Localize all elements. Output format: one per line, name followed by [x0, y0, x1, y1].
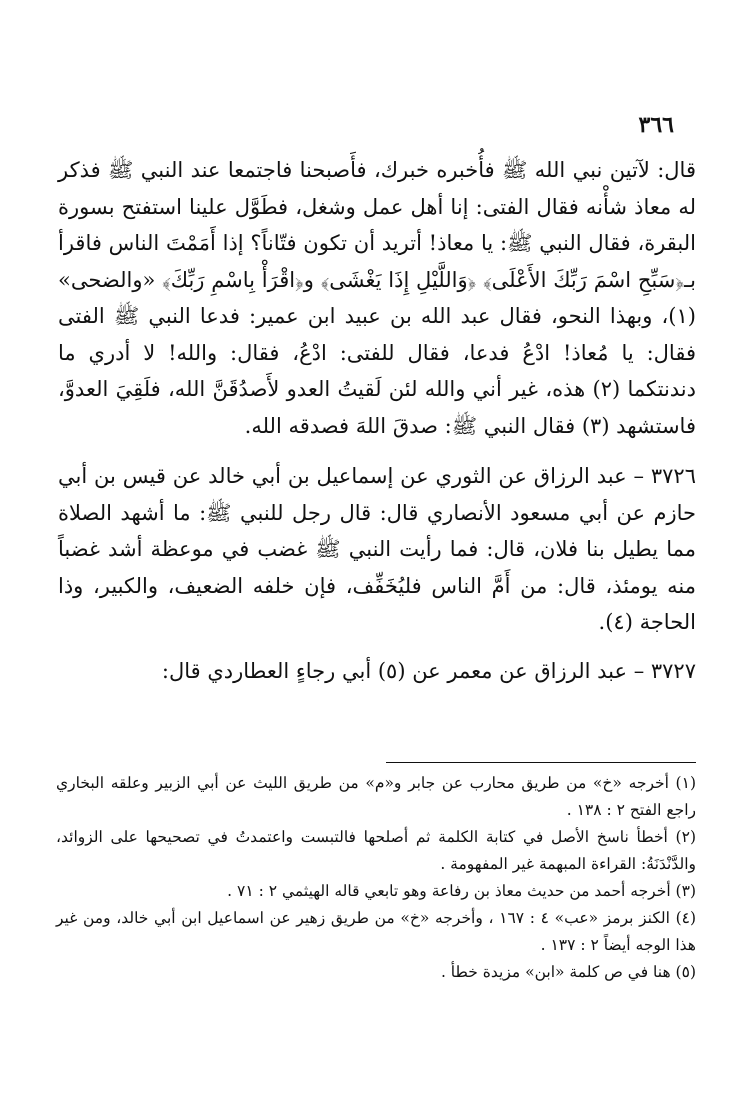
footnote-5: (٥) هنا في ص كلمة «ابن» مزيدة خطأ .	[440, 963, 696, 981]
hadith-continuation: قال: لآتين نبي الله ﷺ فأُخبره خبرك، فأَصبحنا فاجتمعا عند النبي ﷺ فذكر له معاذ شأْنه فقال الفتى: إنا أهل عمل وشغل، فطَوَّل علينا استفتح بسورة البقرة، فقال النبي ﷺ: يا معاذ! أتريد أن تكون فتّاناً؟ إذا أَمَمْتَ الناس فاقرأ بـ﴿سَبِّحِ اسْمَ رَبِّكَ الأَعْلَى﴾ ﴿وَاللَّيْلِ إِذَا يَغْشَى﴾ و﴿اقْرَأْ بِاسْمِ رَبِّكَ﴾ «والضحى» (١)، وبهذا النحو، فقال عبد الله بن عبيد ابن عمير: فدعا النبي ﷺ الفتى فقال: يا مُعاذ! ادْعُ فدعا، فقال للفتى: ادْعُ، فقال: والله! لا أدري ما دندنتكما (٢) هذه، غير أني والله لئن لَقيتُ العدو لأَصدُقَنَّ الله، فلَقِيَ العدوَّ، فاستشهد (٣) فقال النبي ﷺ: صدقَ اللهَ فصدقه الله.	[58, 158, 697, 438]
footnote-3: (٣) أخرجه أحمد من حديث معاذ بن رفاعة وهو تابعي قاله الهيثمي ٢ : ٧١ .	[227, 882, 696, 900]
footnote-4: (٤) الكنز برمز «عب» ٤ : ١٦٧ ، وأخرجه «خ» من طريق زهير عن اسماعيل ابن أبي خالد، ومن غير هذا الوجه أيضاً ٢ : ١٣٧ .	[56, 909, 697, 954]
footnote-1: (١) أخرجه «خ» من طريق محارب عن جابر و«م» من طريق الليث عن أبي الزبير وعلقه البخاري راجع الفتح ٢ : ١٣٨ .	[56, 774, 696, 819]
page-number: ٣٦٦	[638, 112, 674, 138]
hadith-3726: ٣٧٢٦ – عبد الرزاق عن الثوري عن إسماعيل بن أبي خالد عن قيس بن أبي حازم عن أبي مسعود الأنصاري قال: قال رجل للنبي ﷺ: ما أشهد الصلاة مما يطيل بنا فلان، قال: فما رأيت النبي ﷺ غضب في موعظة أشد غضباً منه يومئذ، قال: من أَمَّ الناس فليُخَفِّف، فإن خلفه الضعيف، والكبير، وذا الحاجة (٤).	[58, 464, 696, 634]
footnotes	[56, 770, 696, 986]
footnote-separator	[386, 762, 696, 763]
main-text	[58, 152, 696, 689]
footnote-2: (٢) أخطأ ناسخ الأصل في كتابة الكلمة ثم أصلحها فالتبست واعتمدتُ في تصحيحها على الزوائد، والدَّنْدَنَةُ: القراءة المبهمة غير المفهومة .	[56, 828, 696, 873]
hadith-3727: ٣٧٢٧ – عبد الرزاق عن معمر عن (٥) أبي رجاءٍ العطاردي قال:	[161, 658, 696, 683]
